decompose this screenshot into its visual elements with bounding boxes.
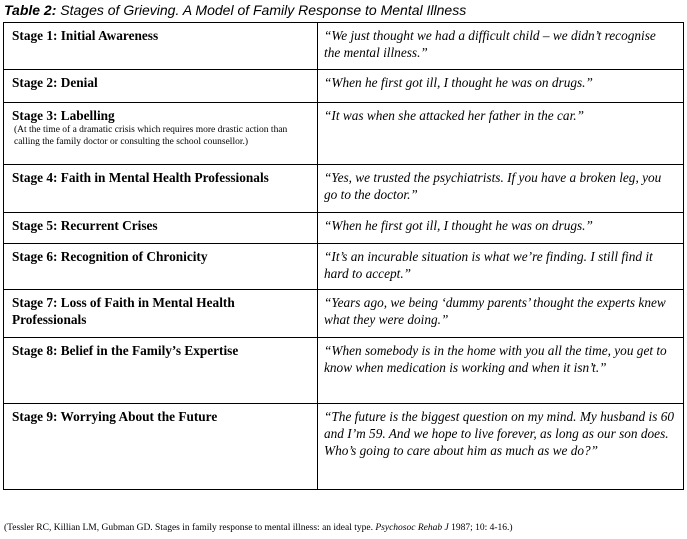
family-quote: “We just thought we had a difficult child – we didn’t recognise the mental illness.”	[324, 28, 656, 60]
stage-cell	[4, 404, 318, 490]
citation-journal: Psychosoc Rehab J	[375, 523, 449, 533]
stage-cell	[4, 103, 318, 165]
family-quote: “The future is the biggest question on my mind. My husband is 60 and I’m 59. And we hope to live forever, as long as our son does. Who’s going to care about him as much as we do?”	[324, 409, 675, 458]
stage-label: Stage 6: Recognition of Chronicity	[12, 249, 208, 264]
stages-table-body	[4, 23, 684, 490]
table-row	[4, 290, 684, 338]
stage-label: Stage 2: Denial	[12, 75, 98, 90]
stage-label: Stage 1: Initial Awareness	[12, 28, 159, 43]
family-quote: “It was when she attacked her father in the car.”	[324, 108, 585, 123]
quote-cell	[318, 290, 684, 338]
quote-cell	[318, 165, 684, 213]
stage-label: Stage 8: Belief in the Family’s Expertise	[12, 343, 239, 358]
family-quote: “It’s an incurable situation is what we’re finding. I still find it hard to accept.”	[324, 249, 653, 281]
quote-cell	[318, 23, 684, 70]
stage-cell	[4, 213, 318, 244]
table-row	[4, 23, 684, 70]
table-title-text: Stages of Grieving. A Model of Family Response to Mental Illness	[56, 2, 467, 18]
table-title	[4, 2, 466, 19]
stage-label: Stage 7: Loss of Faith in Mental Health Professionals	[12, 295, 235, 327]
stages-table	[3, 22, 684, 490]
table-row	[4, 103, 684, 165]
stage-cell	[4, 290, 318, 338]
table-title-label: Table 2:	[4, 2, 57, 18]
stage-cell	[4, 23, 318, 70]
quote-cell	[318, 404, 684, 490]
family-quote: “When he first got ill, I thought he was on drugs.”	[324, 75, 593, 90]
stage-cell	[4, 165, 318, 213]
quote-cell	[318, 213, 684, 244]
citation-footer	[4, 522, 513, 534]
family-quote: “Years ago, we being ‘dummy parents’ thought the experts knew what they were doing.”	[324, 295, 666, 327]
table-row	[4, 213, 684, 244]
quote-cell	[318, 244, 684, 290]
family-quote: “When he first got ill, I thought he was on drugs.”	[324, 218, 593, 233]
stage-label: Stage 4: Faith in Mental Health Professionals	[12, 170, 269, 185]
table-row	[4, 70, 684, 103]
stage-cell	[4, 244, 318, 290]
quote-cell	[318, 103, 684, 165]
family-quote: “When somebody is in the home with you all the time, you get to know when medication is working and when it isn’t.”	[324, 343, 667, 375]
quote-cell	[318, 70, 684, 103]
stage-cell	[4, 70, 318, 103]
table-row	[4, 338, 684, 404]
citation-details: 1987; 10: 4-16.)	[448, 523, 513, 533]
stage-note: (At the time of a dramatic crisis which requires more drastic action than calling the family doctor or consulting the school counsellor.)	[14, 125, 288, 147]
stage-label: Stage 5: Recurrent Crises	[12, 218, 158, 233]
stage-label: Stage 9: Worrying About the Future	[12, 409, 218, 424]
table-row	[4, 404, 684, 490]
stage-label: Stage 3: Labelling	[12, 108, 115, 123]
quote-cell	[318, 338, 684, 404]
family-quote: “Yes, we trusted the psychiatrists. If you have a broken leg, you go to the doctor.”	[324, 170, 662, 202]
table-row	[4, 244, 684, 290]
stage-cell	[4, 338, 318, 404]
table-row	[4, 165, 684, 213]
citation-text: (Tessler RC, Killian LM, Gubman GD. Stages in family response to mental illness: an ideal type.	[4, 523, 376, 533]
